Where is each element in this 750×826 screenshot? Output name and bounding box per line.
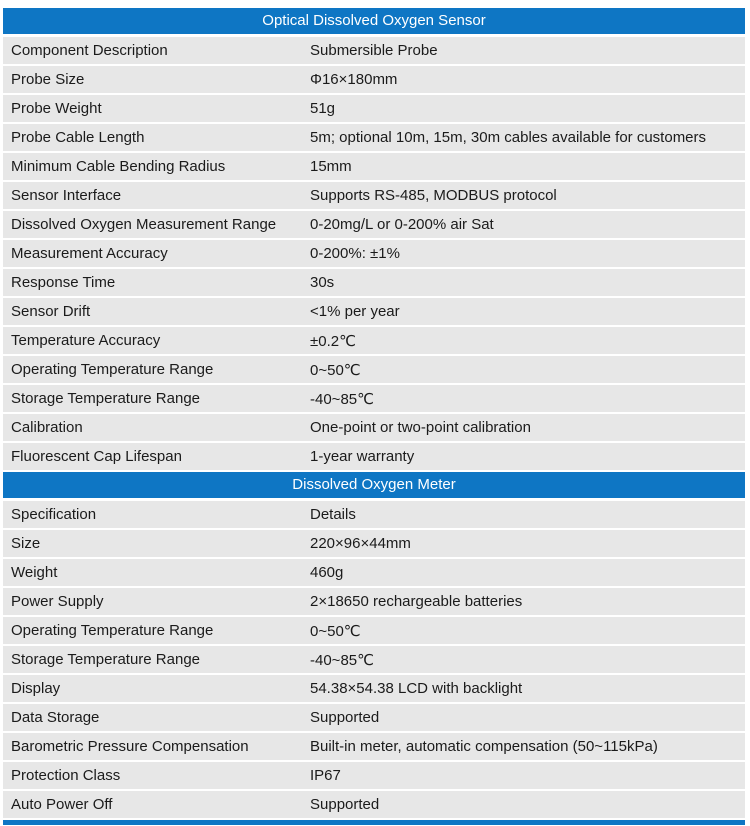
spec-value: <1% per year [310,303,400,320]
spec-label: Minimum Cable Bending Radius [11,158,226,175]
spec-label: Dissolved Oxygen Measurement Range [11,216,277,233]
spec-row [3,733,745,760]
spec-row [3,588,745,615]
spec-label: Operating Temperature Range [11,622,214,639]
spec-value: Details [310,506,356,523]
spec-label: Component Description [11,42,168,59]
spec-label: Operating Temperature Range [11,361,214,378]
section-header-sensor [3,8,745,34]
spec-label: Fluorescent Cap Lifespan [11,448,182,465]
spec-value: 1-year warranty [310,448,415,465]
spec-label: Sensor Drift [11,303,91,320]
spec-value: Submersible Probe [310,42,438,59]
spec-row [3,791,745,818]
spec-label: Probe Cable Length [11,129,145,146]
spec-value: Built-in meter, automatic compensation (50~115kPa) [310,738,658,755]
spec-value: Φ16×180mm [310,71,398,88]
spec-label: Calibration [11,419,83,436]
sensor-spec-rows [3,37,745,470]
spec-value: Supported [310,796,380,813]
section-meter [3,472,745,818]
spec-value: -40~85℃ [310,651,374,669]
spec-label: Sensor Interface [11,187,122,204]
spec-value: 51g [310,100,336,117]
spec-label: Auto Power Off [11,796,113,813]
spec-row [3,414,745,441]
spec-label: Barometric Pressure Compensation [11,738,249,755]
spec-value: IP67 [310,767,341,784]
spec-label: Specification [11,506,97,523]
spec-value: 0~50℃ [310,361,361,379]
spec-value: 5m; optional 10m, 15m, 30m cables available for customers [310,129,707,146]
section-optical-sensor [3,8,745,470]
spec-label: Probe Weight [11,100,102,117]
spec-value: 0~50℃ [310,622,361,640]
spec-row [3,240,745,267]
spec-row [3,762,745,789]
spec-row [3,356,745,383]
spec-row [3,153,745,180]
spec-label: Power Supply [11,593,104,610]
table-bottom-border [3,820,745,825]
meter-spec-rows [3,501,745,818]
spec-row [3,37,745,64]
spec-value: 0-200%: ±1% [310,245,400,262]
spec-label: Probe Size [11,71,85,88]
spec-label: Storage Temperature Range [11,390,201,407]
spec-row [3,269,745,296]
spec-value: 30s [310,274,335,291]
spec-row [3,646,745,673]
spec-row [3,211,745,238]
spec-label: Response Time [11,274,116,291]
spec-label: Protection Class [11,767,121,784]
spec-row [3,501,745,528]
spec-row [3,385,745,412]
spec-row [3,124,745,151]
spec-value: ±0.2℃ [310,332,356,350]
section-title-sensor: Optical Dissolved Oxygen Sensor [262,12,486,29]
spec-row [3,559,745,586]
spec-value: 15mm [310,158,352,175]
spec-label: Temperature Accuracy [11,332,161,349]
spec-row [3,675,745,702]
spec-row [3,182,745,209]
spec-value: Supported [310,709,380,726]
spec-row [3,95,745,122]
section-title-meter: Dissolved Oxygen Meter [292,476,456,493]
spec-label: Size [11,535,41,552]
spec-value: One-point or two-point calibration [310,419,531,436]
spec-row [3,704,745,731]
spec-value: 0-20mg/L or 0-200% air Sat [310,216,494,233]
spec-label: Weight [11,564,58,581]
spec-row [3,530,745,557]
spec-row [3,327,745,354]
spec-value: 460g [310,564,344,581]
spec-row [3,617,745,644]
spec-row [3,443,745,470]
spec-value: -40~85℃ [310,390,374,408]
spec-label: Data Storage [11,709,100,726]
spec-row [3,298,745,325]
spec-row [3,66,745,93]
spec-value: 54.38×54.38 LCD with backlight [310,680,523,697]
spec-label: Display [11,680,61,697]
section-header-meter [3,472,745,498]
spec-label: Storage Temperature Range [11,651,201,668]
spec-value: 220×96×44mm [310,535,411,552]
spec-label: Measurement Accuracy [11,245,168,262]
spec-value: Supports RS-485, MODBUS protocol [310,187,557,204]
spec-value: 2×18650 rechargeable batteries [310,593,523,610]
